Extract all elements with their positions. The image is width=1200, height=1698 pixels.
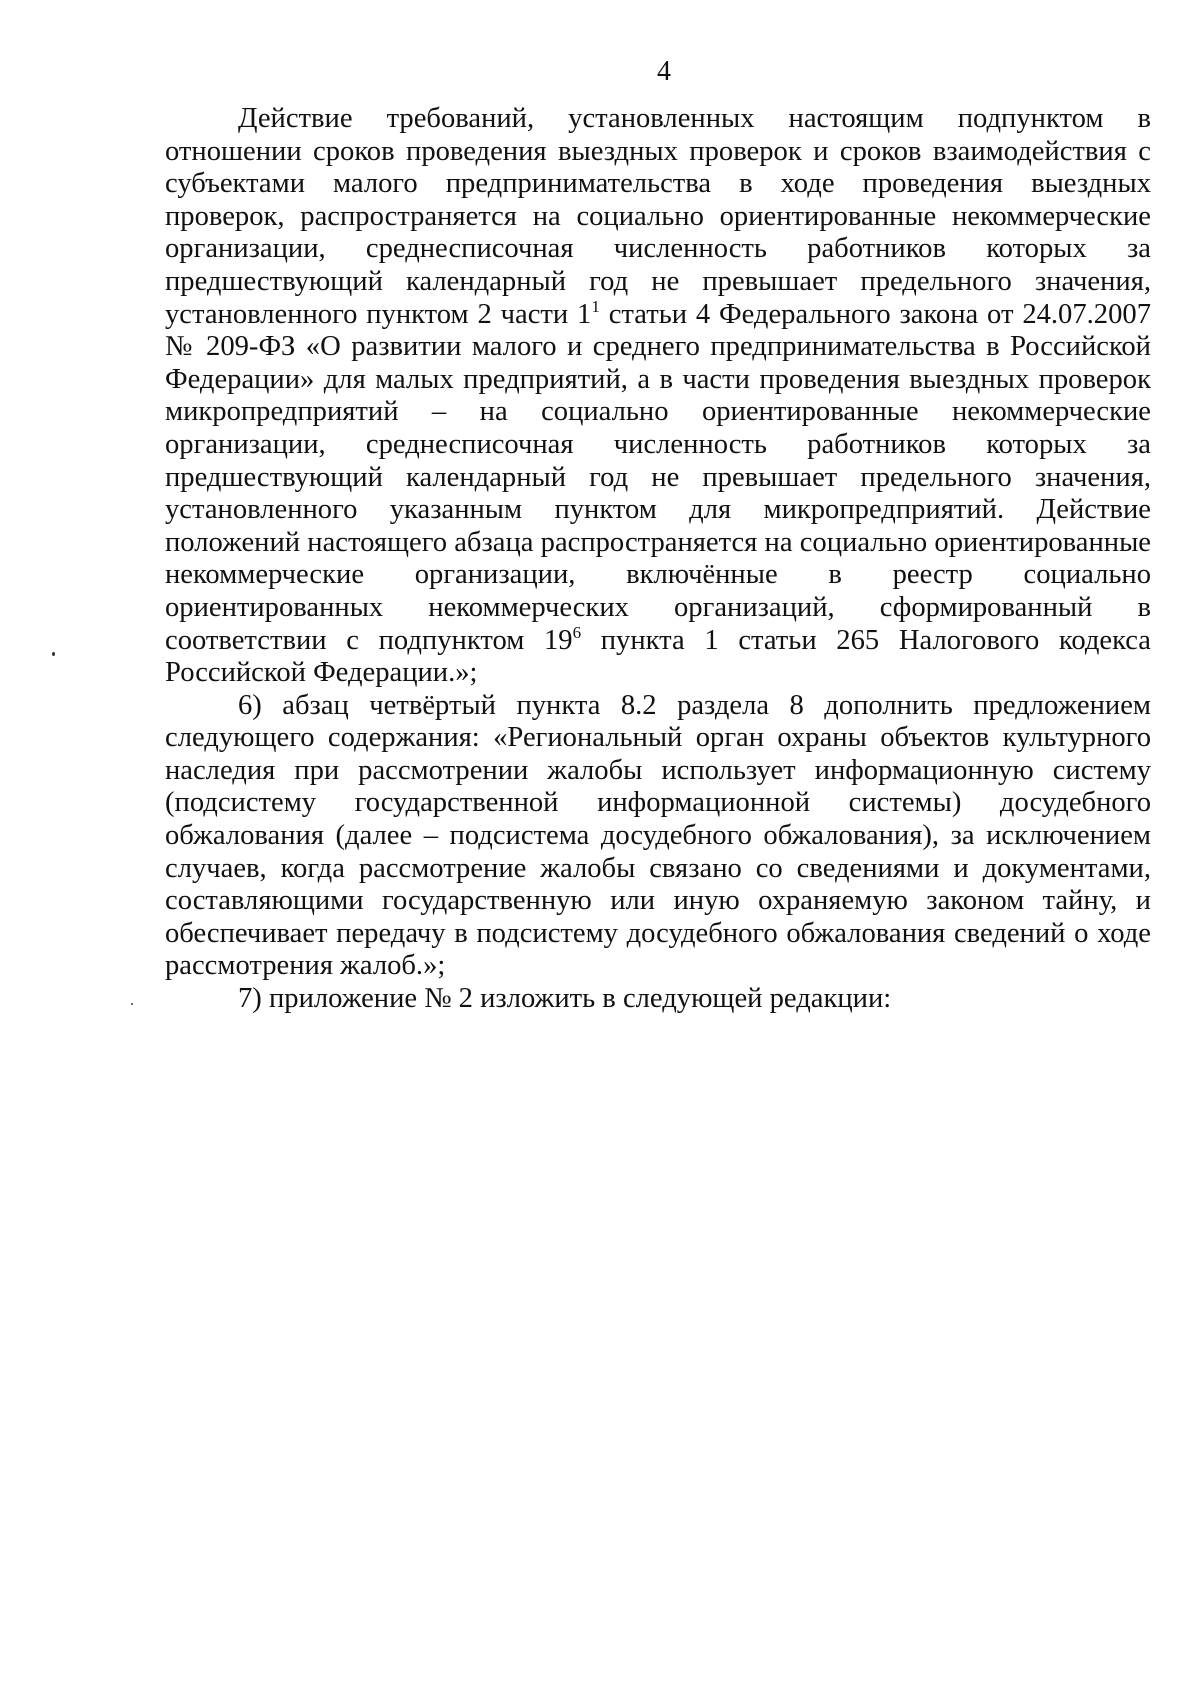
document-body — [165, 103, 1151, 1016]
paragraph-text: Действие требований, установленных настоящим подпунктом в отношении сроков проведения выездных проверок и сроков взаимодействия с субъектами малого предпринимательства в ходе проведения выездных проверок, распространяется на социально ориентированные некоммерческие организации, среднесписочная численность работников которых за предшествующий календарный год не превышает предельного значения, установленного пунктом 2 части 1 — [165, 103, 1151, 330]
superscript-part-index: 1 — [591, 296, 600, 316]
paragraph-item-7 — [165, 983, 1151, 1016]
paragraph-text: статьи 4 Федерального закона от 24.07.2007 № 209-ФЗ «О развитии малого и среднего предпринимательства в Российской Федерации» для малых предприятий, а в части проведения выездных проверок микропредприятий – на социально ориентированные некоммерческие организации, среднесписочная численность работников которых за предшествующий календарный год не превышает предельного значения, установленного указанным пунктом для микропредприятий. Действие положений настоящего абзаца распространяется на социально ориентированные некоммерческие организации, включённые в реестр социально ориентированных некоммерческих организаций, сформированный в соответствии с подпунктом 19 — [165, 298, 1151, 656]
paragraph-item-6 — [165, 690, 1151, 983]
paragraph-requirements-scope — [165, 103, 1151, 690]
superscript-subpoint-index: 6 — [572, 622, 582, 642]
page-number: 4 — [657, 56, 671, 87]
paragraph-text: 6) абзац четвёртый пункта 8.2 раздела 8 дополнить предложением следующего содержания: «Региональный орган охраны объектов культурного наследия при рассмотрении жалобы использует информационную систему (подсистему государственной информационной системы) досудебного обжалования (далее – подсистема досудебного обжалования), за исключением случаев, когда рассмотрение жалобы связано со сведениями и документами, составляющими государственную или иную охраняемую законом тайну, и обеспечивает передачу в подсистему досудебного обжалования сведений о ходе рассмотрения жалоб.»; — [165, 689, 1151, 982]
paragraph-text: 7) приложение № 2 изложить в следующей редакции: — [238, 983, 892, 1015]
paragraph-text: пункта 1 статьи 265 Налогового кодекса Российской Федерации.»; — [165, 624, 1151, 689]
scan-artifact-dot — [131, 1003, 133, 1005]
scan-artifact-dot — [52, 652, 55, 656]
